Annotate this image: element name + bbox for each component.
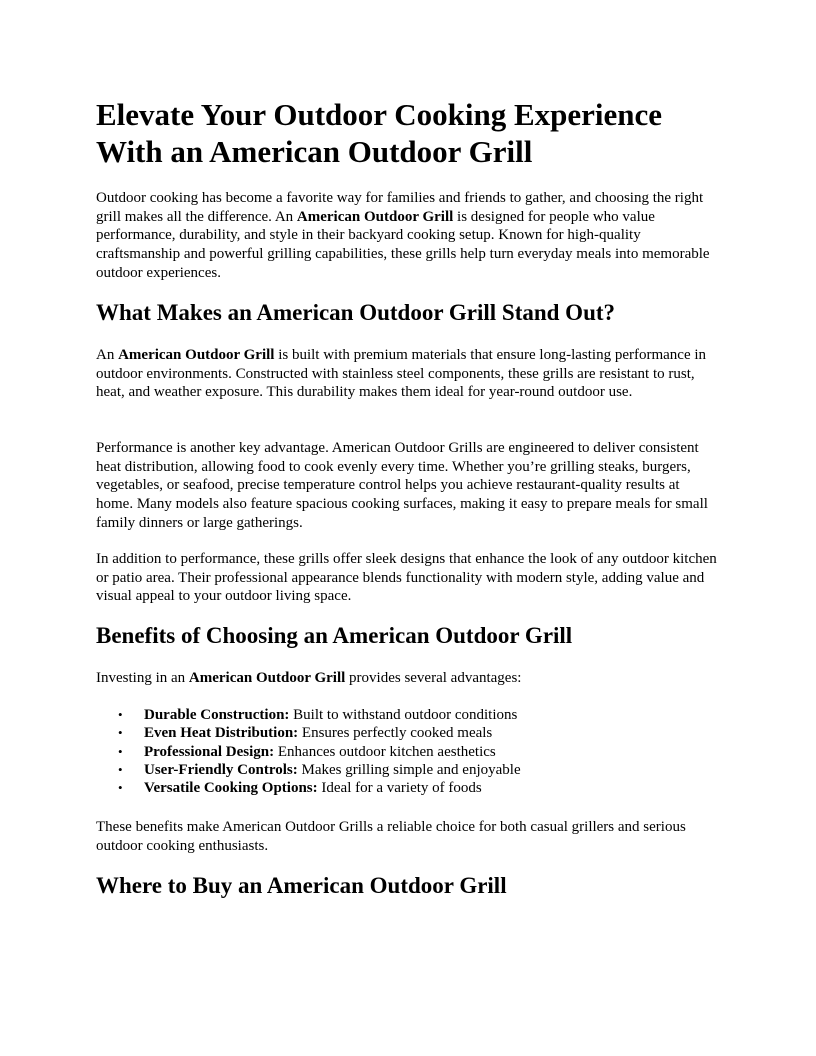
section1-paragraph-3: In addition to performance, these grills offer sleek designs that enhance the look of any outdoor kitchen or patio area. Their professional appearance blends functionality with modern style, adding value and visual appeal to your outdoor living space. bbox=[96, 551, 717, 605]
list-item bbox=[96, 724, 720, 742]
section2-lead-bold: American Outdoor Grill bbox=[188, 670, 346, 686]
list-item-label: Durable Construction: bbox=[144, 707, 290, 723]
section1-p1-bold: American Outdoor Grill bbox=[118, 347, 275, 363]
section1-paragraph-1 bbox=[96, 346, 720, 402]
section3-heading: Where to Buy an American Outdoor Grill bbox=[96, 873, 507, 898]
list-item-text: Built to withstand outdoor conditions bbox=[289, 707, 518, 723]
list-item-label: Versatile Cooking Options: bbox=[144, 780, 318, 797]
intro-bold: American Outdoor Grill bbox=[296, 208, 454, 225]
list-item-text: Ensures perfectly cooked meals bbox=[298, 725, 493, 742]
section2-closing: These benefits make American Outdoor Grills a reliable choice for both casual grillers and serious outdoor cooking enthusiasts. bbox=[96, 819, 686, 854]
section2-lead bbox=[96, 669, 720, 688]
section2-heading: Benefits of Choosing an American Outdoor Grill bbox=[96, 623, 573, 648]
section1-p1-text-1: An bbox=[96, 347, 119, 363]
bullet-icon: • bbox=[118, 761, 123, 777]
bullet-icon: • bbox=[118, 707, 123, 722]
list-item bbox=[96, 779, 720, 797]
bullet-icon: • bbox=[118, 780, 123, 796]
benefits-list bbox=[96, 706, 720, 797]
section1-heading: What Makes an American Outdoor Grill Stand Out? bbox=[96, 300, 616, 325]
page-title: Elevate Your Outdoor Cooking Experience With an American Outdoor Grill bbox=[96, 97, 663, 169]
list-item-text: Ideal for a variety of foods bbox=[317, 780, 482, 797]
intro-text-2: is designed for people who value performance, durability, and style in their backyard cooking setup. Known for high-quality craftsmanship and powerful grilling capabilities, these grills help turn everyday meals into memorable outdoor experiences. bbox=[96, 208, 710, 281]
bullet-icon: • bbox=[118, 743, 123, 759]
section2-lead-text-2: provides several advantages: bbox=[345, 670, 522, 686]
intro-paragraph bbox=[96, 189, 720, 283]
list-item-text: Makes grilling simple and enjoyable bbox=[297, 761, 521, 778]
list-item bbox=[96, 706, 720, 724]
list-item bbox=[96, 743, 720, 761]
list-item-text: Enhances outdoor kitchen aesthetics bbox=[274, 743, 496, 760]
list-item-label: User-Friendly Controls: bbox=[144, 761, 298, 778]
list-item bbox=[96, 761, 720, 779]
bullet-icon: • bbox=[118, 725, 123, 741]
list-item-label: Professional Design: bbox=[144, 743, 275, 760]
list-item-label: Even Heat Distribution: bbox=[144, 725, 299, 742]
intro-text-1: Outdoor cooking has become a favorite way for families and friends to gather, and choosing the right grill makes all the difference. An bbox=[96, 190, 704, 225]
section1-p1-text-2: is built with premium materials that ensure long-lasting performance in outdoor environments. Constructed with stainless steel components, these grills are resistant to rust, heat, and weather exposure. This durability makes them ideal for year-round outdoor use. bbox=[96, 347, 707, 401]
section2-lead-text-1: Investing in an bbox=[96, 670, 189, 686]
section1-paragraph-2: Performance is another key advantage. American Outdoor Grills are engineered to deliver consistent heat distribution, allowing food to cook evenly every time. Whether you’re grilling steaks, burgers, vegetables, or seafood, precise temperature control helps you achieve restaurant-quality results at home. Many models also feature spacious cooking surfaces, making it easy to prepare meals for small family dinners or large gatherings. bbox=[96, 440, 708, 531]
